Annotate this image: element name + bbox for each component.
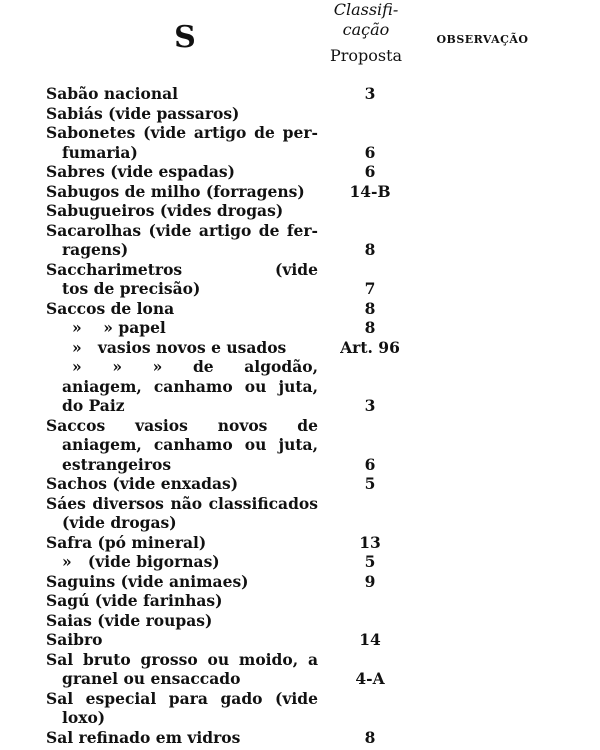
item-text: aniagem, canhamo ou juta,	[62, 376, 318, 396]
item-text: Sáes diversos não classificados	[46, 493, 318, 513]
item-text: estrangeiros	[62, 454, 172, 474]
item-class	[318, 123, 422, 143]
item-text: Saccharimetros (vide	[46, 259, 318, 279]
item-text: tos de precisão)	[62, 279, 201, 298]
item-class: 9	[364, 571, 376, 591]
list-item	[46, 533, 422, 553]
item-class: 5	[364, 552, 376, 571]
item-text: Sabiás (vide passaros)	[46, 103, 240, 123]
list-item	[46, 299, 422, 319]
item-class	[318, 201, 422, 221]
item-text: ragens)	[62, 240, 129, 259]
item-text: » » papel	[72, 318, 166, 337]
item-text: Sacarolhas (vide artigo de fer-	[46, 220, 318, 240]
item-text: Sal bruto grosso ou moido, a	[46, 649, 318, 669]
header-observacao: OBSERVAÇÃO	[436, 33, 529, 46]
item-class: 6	[364, 454, 376, 474]
item-text: loxo)	[62, 708, 106, 727]
list-item	[46, 630, 422, 650]
item-class: 14-B	[349, 181, 391, 201]
item-class: 3	[364, 396, 376, 415]
list-item	[46, 318, 422, 338]
item-class	[318, 650, 422, 670]
item-class	[318, 221, 422, 241]
item-class	[318, 591, 422, 611]
item-class: 13	[359, 532, 381, 552]
item-text: granel ou ensaccado	[62, 669, 241, 688]
item-class: 4-A	[355, 669, 385, 688]
item-text: » (vide bigornas)	[62, 552, 220, 571]
item-text: Saccos de lona	[46, 298, 175, 318]
item-text: Sagú (vide farinhas)	[46, 591, 223, 610]
item-class: 6	[364, 142, 376, 162]
item-text: Sabugos de milho (forragens)	[46, 181, 305, 201]
item-text: Sal refinado em vidros	[46, 727, 241, 747]
tariff-list	[46, 84, 422, 747]
list-item	[46, 201, 422, 221]
item-class	[318, 416, 422, 436]
item-class	[318, 611, 422, 631]
item-text: fumaria)	[62, 142, 138, 162]
section-letter: S	[174, 20, 196, 55]
item-class: 8	[364, 240, 376, 259]
item-text: Saccos vasios novos de	[46, 415, 318, 435]
item-text: Safra (pó mineral)	[46, 532, 207, 552]
item-class	[318, 377, 422, 397]
item-text: Saibro	[46, 630, 103, 649]
list-item	[46, 84, 422, 104]
list-item	[46, 104, 422, 124]
list-item	[46, 396, 422, 416]
list-item	[46, 435, 422, 455]
item-class	[318, 708, 422, 728]
item-class: 7	[364, 279, 376, 298]
list-item	[46, 611, 422, 631]
list-item	[46, 416, 422, 436]
item-class: 8	[364, 298, 376, 318]
list-item	[46, 591, 422, 611]
item-class	[318, 357, 422, 377]
header-proposta: Proposta	[329, 46, 403, 65]
list-item	[46, 650, 422, 670]
item-class	[318, 260, 422, 280]
list-item	[46, 123, 422, 143]
list-item	[46, 338, 422, 358]
list-item	[46, 279, 422, 299]
item-text: (vide drogas)	[62, 513, 177, 532]
list-item	[46, 689, 422, 709]
item-text: do Paiz	[62, 396, 125, 415]
item-text: aniagem, canhamo ou juta,	[62, 435, 318, 454]
item-class: Art. 96	[340, 337, 400, 357]
item-class: 5	[364, 474, 376, 493]
header-classificacao-2: cação	[342, 20, 390, 39]
item-text: Sabres (vide espadas)	[46, 162, 235, 181]
item-class: 6	[364, 162, 376, 181]
list-item	[46, 260, 422, 280]
header-classificacao-1: Classifi-	[333, 0, 399, 19]
item-text: » » » de algodão,	[72, 357, 318, 376]
item-class	[318, 494, 422, 514]
item-class	[318, 104, 422, 124]
item-text: » vasios novos e usados	[72, 337, 287, 357]
list-item	[46, 669, 422, 689]
item-class: 3	[364, 84, 376, 103]
list-item	[46, 182, 422, 202]
list-item	[46, 143, 422, 163]
item-class	[318, 435, 422, 455]
list-item	[46, 357, 422, 377]
item-text: Sabugueiros (vides drogas)	[46, 201, 284, 220]
list-item	[46, 552, 422, 572]
item-text: Sabonetes (vide artigo de per-	[46, 123, 318, 142]
list-item	[46, 162, 422, 182]
item-class: 8	[364, 318, 376, 337]
item-class: 8	[364, 727, 376, 747]
list-item	[46, 572, 422, 592]
item-text: Saias (vide roupas)	[46, 610, 213, 630]
list-item	[46, 708, 422, 728]
item-text: Sachos (vide enxadas)	[46, 474, 239, 493]
list-item	[46, 377, 422, 397]
item-class: 14	[359, 630, 381, 649]
item-text: Saguins (vide animaes)	[46, 571, 249, 591]
list-item	[46, 221, 422, 241]
list-item	[46, 455, 422, 475]
list-item	[46, 513, 422, 533]
item-class	[318, 689, 422, 709]
item-text: Sabão nacional	[46, 84, 179, 103]
list-item	[46, 240, 422, 260]
list-item	[46, 474, 422, 494]
item-class	[318, 513, 422, 533]
list-item	[46, 494, 422, 514]
list-item	[46, 728, 422, 748]
item-text: Sal especial para gado (vide	[46, 688, 318, 708]
